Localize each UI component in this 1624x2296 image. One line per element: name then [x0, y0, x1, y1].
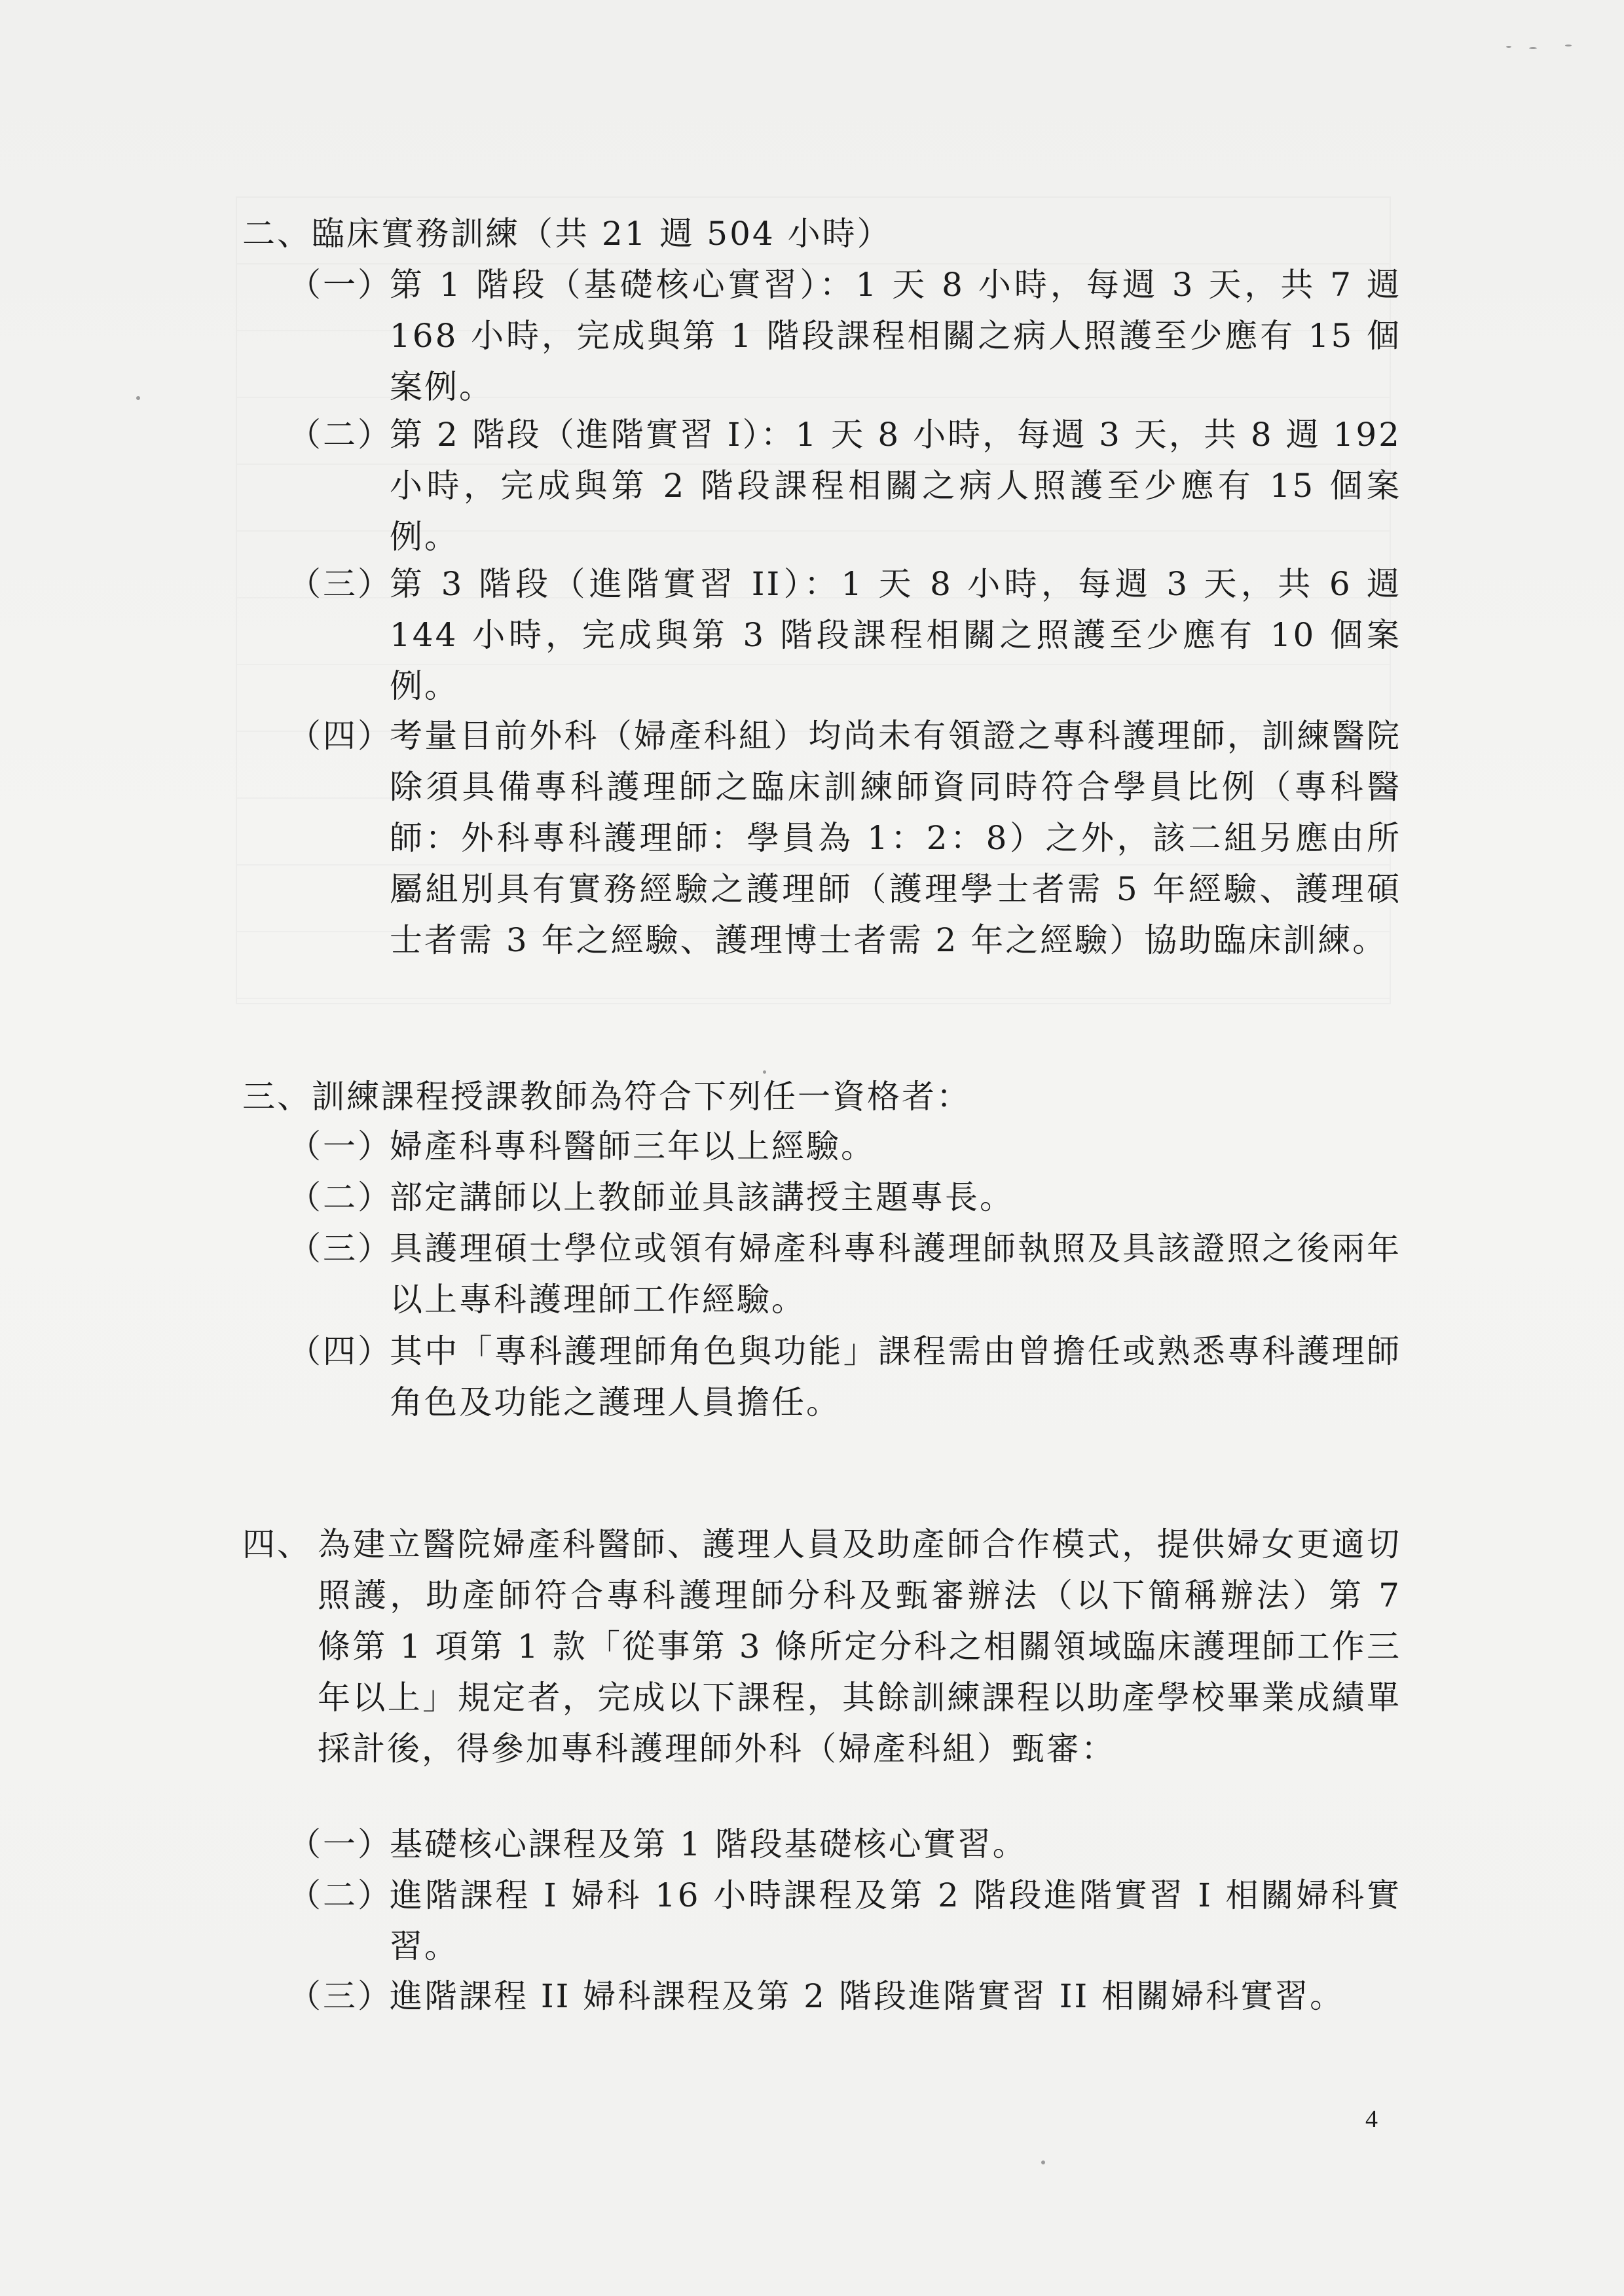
item-number: （二） [288, 416, 392, 454]
item-text: 進階課程 I 婦科 16 小時課程及第 2 階段進階實習 I 相關婦科實習。 [390, 1876, 1401, 1965]
item-text: 婦產科專科醫師三年以上經驗。 [390, 1127, 876, 1165]
item-text: 具護理碩士學位或領有婦產科專科護理師執照及具該證照之後兩年以上專科護理師工作經驗。 [390, 1230, 1401, 1319]
scan-speck [136, 396, 140, 400]
item-text: 考量目前外科（婦產科組）均尚未有領證之專科護理師，訓練醫院除須具備專科護理師之臨床訓練師資同時符合學員比例（專科醫師：外科專科護理師：學員為 1：2：8）之外，該二組另應由所屬組別具有實務經驗之護理師（護理學士者需 5 年經驗、護理碩士者需 3 年之經驗、護理博士者需 2 年之經驗）協助臨床訓練。 [390, 717, 1401, 959]
item-number: （二） [288, 1876, 392, 1914]
item-number: （四） [288, 1332, 392, 1370]
item-number: （四） [288, 717, 392, 755]
scan-speck [763, 1070, 766, 1074]
item-number: （三） [288, 1977, 392, 2015]
section-2-heading: 二、臨床實務訓練（共 21 週 504 小時） [242, 215, 892, 253]
item-number: （一） [288, 266, 392, 304]
section-4-item-2 [288, 1870, 1401, 1972]
item-number: （一） [288, 1127, 392, 1165]
item-text: 進階課程 II 婦科課程及第 2 階段進階實習 II 相關婦科實習。 [390, 1977, 1345, 2015]
section-3-item-3 [288, 1223, 1401, 1325]
scan-speck [1529, 47, 1537, 49]
section-2-item-3 [288, 558, 1401, 712]
section-4-paragraph [242, 1519, 1401, 1774]
item-text: 部定講師以上教師並具該講授主題專長。 [390, 1178, 1014, 1216]
section-3-heading: 三、訓練課程授課教師為符合下列任一資格者： [242, 1078, 971, 1116]
section-4-text: 為建立醫院婦產科醫師、護理人員及助產師合作模式，提供婦女更適切照護，助產師符合專科護理師分科及甄審辦法（以下簡稱辦法）第 7 條第 1 項第 1 款「從事第 3 條所定分科之相關領域臨床護理師工作三年以上」規定者，完成以下課程，其餘訓練課程以助產學校畢業成績單採計後，得參加專科護理師外科（婦產科組）甄審： [318, 1525, 1401, 1768]
item-text: 其中「專科護理師角色與功能」課程需由曾擔任或熟悉專科護理師角色及功能之護理人員擔任。 [390, 1332, 1401, 1421]
item-text: 第 3 階段（進階實習 II）：1 天 8 小時，每週 3 天，共 6 週 144 小時，完成與第 3 階段課程相關之照護至少應有 10 個案例。 [390, 565, 1401, 705]
scan-speck [1565, 45, 1572, 46]
section-2-item-4 [288, 710, 1401, 966]
section-3-item-4 [288, 1326, 1401, 1428]
section-2-item-2 [288, 409, 1401, 562]
scan-speck [1041, 2160, 1045, 2164]
item-number: （三） [288, 565, 392, 603]
section-3-item-1 [288, 1121, 1401, 1172]
item-number: （二） [288, 1178, 392, 1216]
section-4-number: 四、 [242, 1525, 312, 1563]
scan-speck [1506, 46, 1511, 48]
section-4-item-3 [288, 1971, 1401, 2022]
item-number: （一） [288, 1825, 392, 1863]
section-2-item-1 [288, 259, 1401, 412]
page-number: 4 [1365, 2105, 1378, 2133]
item-text: 第 1 階段（基礎核心實習）：1 天 8 小時，每週 3 天，共 7 週 168 小時，完成與第 1 階段課程相關之病人照護至少應有 15 個案例。 [390, 266, 1401, 406]
item-text: 基礎核心課程及第 1 階段基礎核心實習。 [390, 1825, 1027, 1863]
item-text: 第 2 階段（進階實習 I）：1 天 8 小時，每週 3 天，共 8 週 192 小時，完成與第 2 階段課程相關之病人照護至少應有 15 個案例。 [390, 416, 1401, 556]
section-3-item-2 [288, 1172, 1401, 1223]
item-number: （三） [288, 1230, 392, 1267]
section-4-item-1 [288, 1819, 1401, 1870]
